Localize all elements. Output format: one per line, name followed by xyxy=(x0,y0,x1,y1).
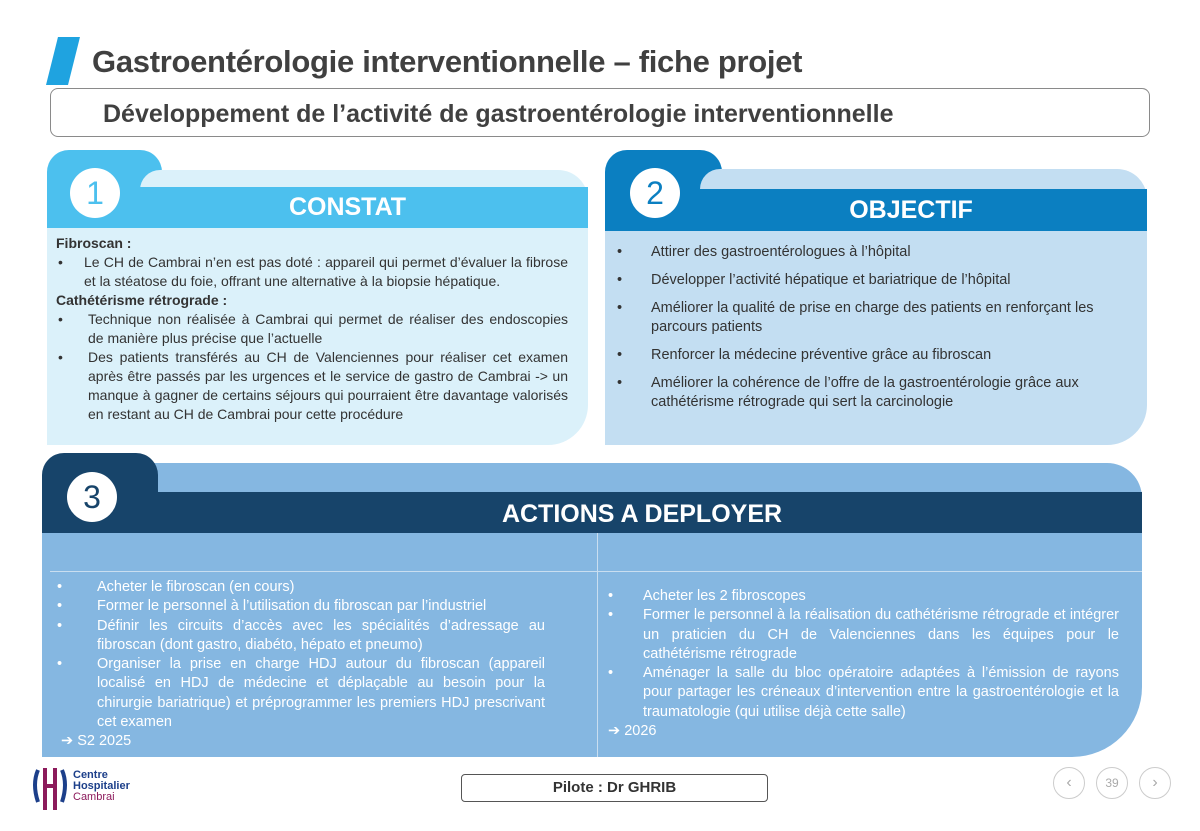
title-accent-slash xyxy=(46,37,80,85)
next-page-button[interactable]: › xyxy=(1139,767,1171,799)
fibroscan-heading: Fibroscan : xyxy=(56,235,132,251)
logo-text: Hospitalier xyxy=(73,780,130,792)
logo-h-icon xyxy=(30,762,70,814)
objectif-item: • Renforcer la médecine préventive grâce au fibroscan xyxy=(615,346,1127,365)
logo-text: Cambrai xyxy=(73,791,115,803)
constat-number: 1 xyxy=(70,168,120,218)
action-item: • Former le personnel à la réalisation du cathétérisme rétrograde et intégrer un praticien du CH de Valenciennes dans les équipes pour le cathétérisme rétrograde xyxy=(606,606,1119,664)
constat-item: • Le CH de Cambrai n’en est pas doté : appareil qui permet d’évaluer la fibrose et la stéatose du foie, offrant une alternative à la biopsie hépatique. xyxy=(56,253,568,291)
actions-header: ACTIONS A DEPLOYER xyxy=(42,492,1142,533)
constat-item: • Technique non réalisée à Cambrai qui permet de réaliser des endoscopies de manière plus précise que l’actuelle xyxy=(56,310,568,348)
prev-page-button[interactable]: ‹ xyxy=(1053,767,1085,799)
action-item: • Aménager la salle du bloc opératoire adaptées à l’émission de rayons pour partager les créneaux d’intervention entre la gastroentérologie et la traumatologie (qui utilise déjà cette salle) xyxy=(606,664,1119,722)
action-item: • Acheter les 2 fibroscopes xyxy=(606,587,1119,606)
page-title: Gastroentérologie interventionnelle – fiche projet xyxy=(92,44,803,79)
left-deadline: S2 2025 xyxy=(77,733,132,750)
actions-number: 3 xyxy=(67,472,117,522)
right-deadline: 2026 xyxy=(624,723,657,740)
action-item: • Acheter le fibroscan (en cours) xyxy=(55,578,545,597)
constat-item: • Des patients transférés au CH de Valenciennes pour réaliser cet examen après être passés par les urgences et le service de gastro de Cambrai -> un manque à gagner de certains séjours qui pourraient être davantage valorisés en restant au CH de Cambrai pour cette procédure xyxy=(56,348,568,424)
objectif-header: OBJECTIF xyxy=(605,189,1147,231)
page-number: 39 xyxy=(1096,767,1128,799)
objectif-number: 2 xyxy=(630,168,680,218)
action-item: • Organiser la prise en charge HDJ autour du fibroscan (appareil localisé en HDJ de médecine et déplaçable au besoin pour la chirurgie bariatrique) et préprogrammer les premiers HDJ prescrivant cet examen xyxy=(55,655,545,732)
objectif-item: • Améliorer la qualité de prise en charge des patients en renforçant les parcours patients xyxy=(615,299,1127,337)
arrow-icon: ➔ xyxy=(61,733,78,750)
constat-header: CONSTAT xyxy=(47,187,588,228)
hospital-logo xyxy=(30,762,142,814)
action-item: • Former le personnel à l’utilisation du fibroscan par l’industriel xyxy=(55,597,545,616)
logo-text: Centre xyxy=(73,769,108,781)
subtitle: Développement de l’activité de gastroentérologie interventionnelle xyxy=(103,100,894,128)
cathe-heading: Cathétérisme rétrograde : xyxy=(56,292,228,308)
action-item: • Définir les circuits d’accès avec les spécialités d’adressage au fibroscan (dont gastro, diabéto, hépato et pneumo) xyxy=(55,617,545,656)
objectif-item: • Développer l’activité hépatique et bariatrique de l’hôpital xyxy=(615,271,1127,290)
row-divider xyxy=(50,571,1142,572)
pilote-box: Pilote : Dr GHRIB xyxy=(461,774,768,802)
column-divider xyxy=(597,533,598,757)
objectif-item: • Améliorer la cohérence de l’offre de la gastroentérologie grâce aux cathétérisme rétrograde qui sert la carcinologie xyxy=(615,374,1127,412)
objectif-item: • Attirer des gastroentérologues à l’hôpital xyxy=(615,243,1127,262)
arrow-icon: ➔ xyxy=(608,723,625,740)
